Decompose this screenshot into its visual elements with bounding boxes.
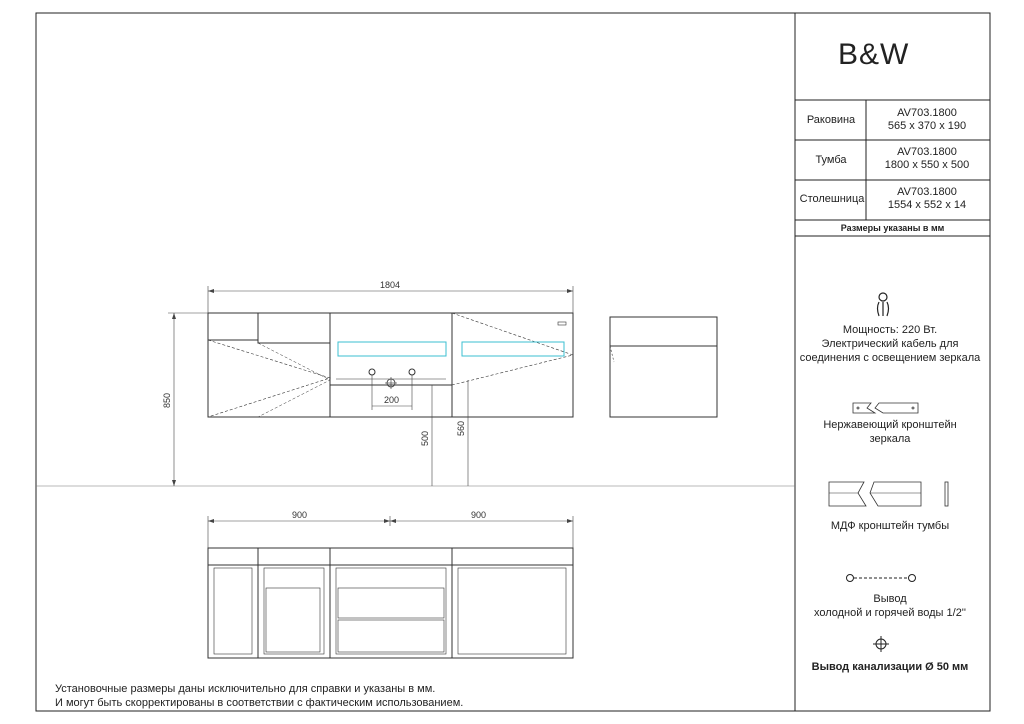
- legend-mirror-bracket: [795, 418, 985, 446]
- spec-code-sink: AV703.1800: [897, 107, 957, 119]
- dim-right-half: 900: [471, 510, 487, 520]
- spec-size-sink: 565 x 370 x 190: [887, 120, 967, 132]
- plan-view: [208, 548, 573, 658]
- legend-cabinet-bracket: [795, 519, 985, 533]
- legend-power-line1: Мощность: 220 Вт.: [842, 324, 938, 336]
- legend-cabinet-line1: МДФ кронштейн тумбы: [830, 520, 950, 532]
- cabinet-bracket-icon: [829, 482, 948, 506]
- dim-drain-height: 560: [456, 420, 466, 436]
- footer-note-line1: Установочные размеры даны исключительно для справки и указаны в мм.: [55, 683, 436, 695]
- legend-mirror-line2: зеркала: [869, 433, 911, 445]
- legend-water: [795, 592, 985, 620]
- drain-outlet-icon: [873, 636, 889, 652]
- legend-drain-line1: Вывод канализации Ø 50 мм: [811, 661, 969, 673]
- legend-drain: [795, 660, 985, 674]
- legend-power: [795, 323, 985, 365]
- spec-size-cabinet: 1800 x 550 x 500: [884, 159, 970, 171]
- spec-name-sink: Раковина: [806, 114, 856, 126]
- spec-size-countertop: 1554 x 552 x 14: [887, 199, 967, 211]
- power-cable-icon: [878, 293, 889, 316]
- dim-water-height: 500: [420, 430, 430, 446]
- units-note: Размеры указаны в мм: [840, 223, 945, 233]
- legend-power-line3: соединения с освещением зеркала: [799, 352, 981, 364]
- brand-logo: B&W: [838, 38, 910, 71]
- dim-total-width: 1804: [380, 280, 401, 290]
- mirror-bracket-icon: [853, 403, 918, 413]
- spec-name-countertop: Столешница: [799, 193, 865, 205]
- legend-mirror-line1: Нержавеющий кронштейн: [823, 419, 957, 431]
- legend-water-line2: холодной и горячей воды 1/2'': [813, 607, 967, 619]
- legend-power-line2: Электрический кабель для: [821, 338, 959, 350]
- side-view: [610, 317, 717, 417]
- legend-water-line1: Вывод: [873, 593, 907, 605]
- spec-name-cabinet: Тумба: [815, 154, 847, 166]
- spec-code-countertop: AV703.1800: [897, 186, 957, 198]
- water-outlet-icon: [847, 575, 916, 582]
- footer-note-line2: И могут быть скорректированы в соответствии с фактическим использованием.: [55, 697, 464, 709]
- dim-left-half: 900: [292, 510, 308, 520]
- dim-height: 850: [162, 392, 172, 408]
- dim-pipe-spacing: 200: [384, 395, 400, 405]
- spec-code-cabinet: AV703.1800: [897, 146, 957, 158]
